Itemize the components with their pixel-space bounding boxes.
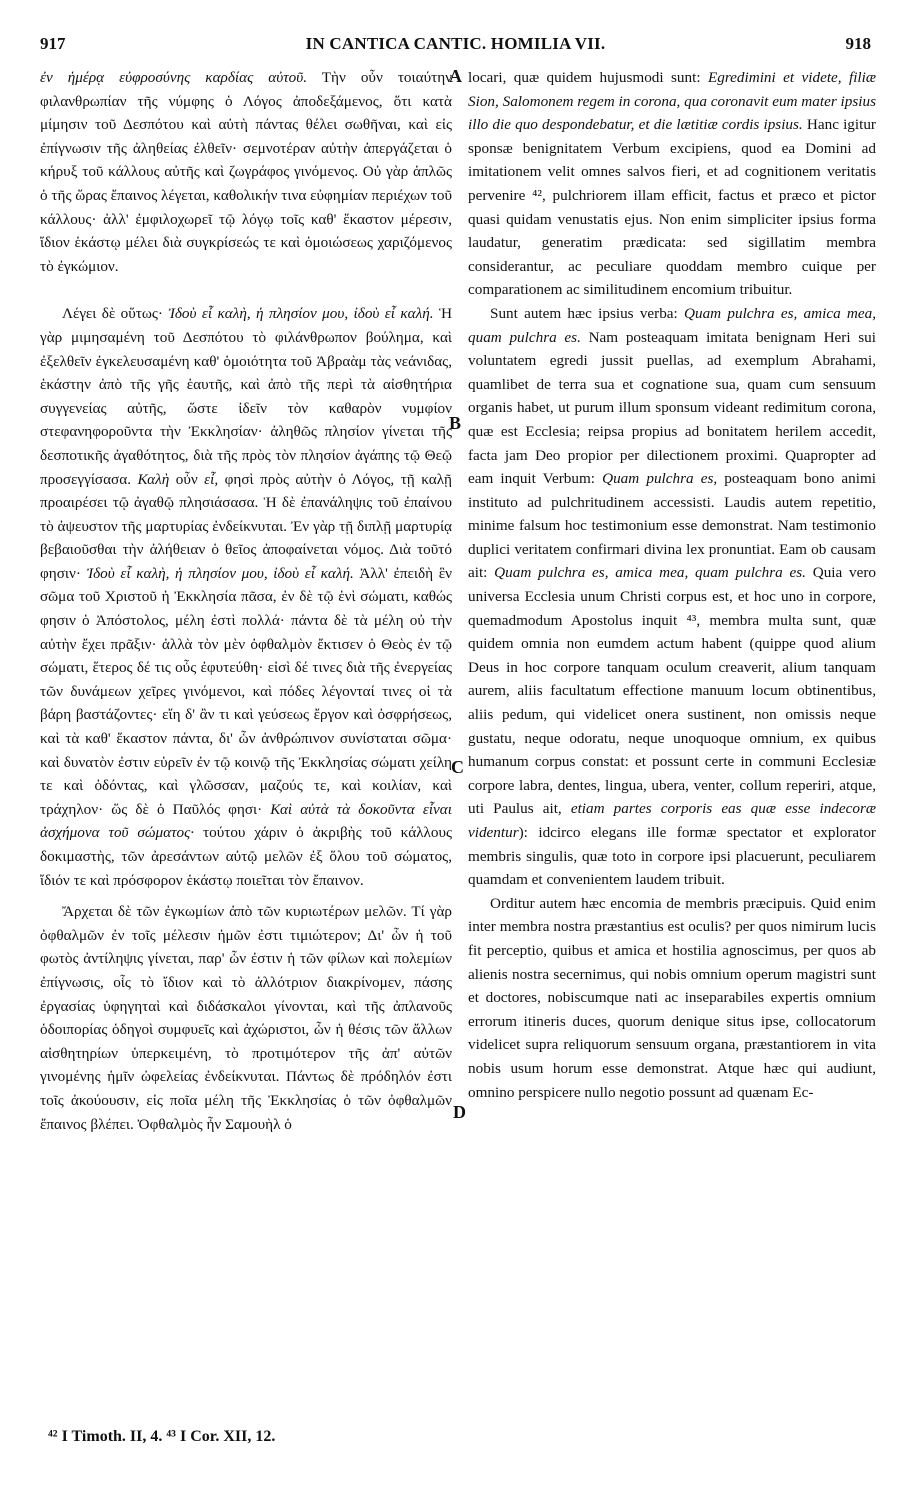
greek-p2b: Ἡ γὰρ μιμησαμένη τοῦ Δεσπότου τὸ φιλάνθρωπον βούλημα, καὶ ἐξελθεῖν ἐγκελευσαμένη καθ' ὁμοιότητα τοῦ Ἀβραὰμ τὰς νεάνιδας, ἑκάστην ἀπὸ τῆς γῆς ἑαυτῆς, καὶ ἀπὸ τῆς περὶ τὰ αἰσθητήρια συγγενείας αὐτῆς, ὥστε ἰδεῖν τὸν καθαρὸν νυμφίον στεφανηφοροῦντα τὴν Ἐκκλησίαν· ἀληθῶς πλησίον γίνεται τῆς δεσποτικῆς ἀγαθότητος, διὰ τῆς πρὸς τὸν πλησίον ἀγάπης τῷ Θεῷ προσεγγίσασα. [40, 305, 453, 488]
margin-letter-a: A [449, 66, 462, 86]
greek-p2c-italic: εἶ, [204, 470, 219, 488]
latin-p1a-italic: Egredimini et videte, filiæ Sion, Salomonem regem in corona, qua coronavit eum mater ipsius illo die quo despondebatur, et die lætitiæ cordis ipsius. [468, 69, 876, 134]
margin-letter-b: B [449, 413, 462, 433]
footnotes: ⁴² I Timoth. II, 4. ⁴³ I Cor. XII, 12. [48, 1428, 276, 1445]
latin-p2e: ): idcirco elegans ille formæ spectator et explorator membris singulis, quæ toto in corpore ipsi placuerunt, peculiarem quamdam et convenientem laudem tribuit. [468, 824, 876, 889]
greek-p2a: Λέγει δὲ οὕτως· [62, 305, 169, 323]
latin-paragraph-1 [468, 66, 876, 302]
latin-p2a: Sunt autem hæc ipsius verba: [490, 304, 685, 322]
greek-p2e-italic: Καὶ αὐτὰ τὰ δοκοῦντα εἶναι ἀσχήμονα τοῦ σώματος· [40, 800, 452, 842]
greek-p1-italic: ἐν ἡμέρᾳ εὐφροσύνης καρδίας αὐτοῦ. [40, 69, 308, 86]
greek-p2b-italic: Καλὴ [137, 470, 170, 488]
latin-paragraph-2 [468, 302, 876, 892]
page-number-right: 918 [845, 34, 871, 53]
greek-paragraph-3: Ἄρχεται δὲ τῶν ἐγκωμίων ἀπὸ τῶν κυριωτέρων μελῶν. Τί γὰρ ὀφθαλμῶν ἐν τοῖς μέλεσιν ἡμῶν ἐστι τιμιώτερον; Δι' ὧν ἡ τοῦ φωτὸς ἀντίληψις γίνεται, παρ' ὧν ἐστιν ἡ τῶν φίλων καὶ πολεμίων ἐπίγνωσις, οἷς τὸ ἴδιον καὶ τὸ ἀλλότριον διακρίνομεν, πάσης ἐργασίας ὑφηγηταὶ καὶ διδάσκαλοι γίνονται, καὶ τῆς ἀπλανοῦς ὁδοιπορίας ὁδηγοὶ συμφυεῖς καὶ ἀχώριστοι, ὧν ἡ θέσις τῶν ἄλλων αἰσθητηρίων ὑπερκειμένη, τὸ προτιμότερον τῆς ἀπ' αὐτῶν γινομένης ἡμῖν ὠφελείας ἐνδείκνυται. Πάντως δὲ πρόδηλόν ἐστι τοῖς ἀκούουσιν, εἰς ποῖα μέλη τῆς Ἐκκλησίας ὁ τῶν ὀφθαλμῶν ἔπαινος βλέπει. Ὀφθαλμὸς ἦν Σαμουὴλ ὁ [40, 903, 452, 1133]
greek-p2c: οὖν [169, 470, 205, 488]
greek-p2e: Ἀλλ' ἐπειδὴ ἓν σῶμα τοῦ Χριστοῦ ἡ Ἐκκλησία πᾶσα, ἐν δὲ τῷ ἑνὶ σώματι, καθώς φησιν ὁ Ἀπόστολος, μέλη ἐστὶ πολλά· πάντα δὲ τὰ μέλη οὐ τὴν αὐτὴν ἔχει πρᾶξιν· ἀλλὰ τὸν μὲν ὀφθαλμὸν ἔκτισεν ὁ Θεὸς ἐν τῷ σώματι, ἕτερος δέ τις οὖς ἐφυτεύθη· εἰσὶ δέ τινες διὰ τῆς ἐνεργείας τῶν δυνάμεων χεῖρες γινόμενοι, καὶ πόδες λέγονταί τινες οἱ τὰ βάρη βαστάζοντες· εἴη δ' ἂν τι καὶ γεύσεως ἔργον καὶ ὀσφρήσεως, καὶ τὰ καθ' ἕκαστον πάντα, δι' ὧν ἀνθρώπινον συνίσταται σῶμα· καὶ δυνατὸν ἐστιν εὑρεῖν ἐν τῷ κοινῷ τῆς Ἐκκλησίας σώματι χείλη τε καὶ ὀδόντας, καὶ γλῶσσαν, μαζούς τε, καὶ κοιλίαν, καὶ τράχηλον· ὥς δὲ ὁ Παῦλός φησι· [40, 564, 453, 818]
greek-p2d: φησὶ πρὸς αὐτὴν ὁ Λόγος, τῇ καλῇ προαιρέσει τῷ ἀγαθῷ πλησιάσασα. Ἡ δὲ ἐπανάληψις τοῦ ἐπαίνου τὸ ἀψευστον τῆς μαρτυρίας ἐνδείκνυται. Ἐν γὰρ τῇ διπλῇ μαρτυρίᾳ βεβαιοῦσθαι τὴν ἀλήθειαν ὁ θεῖος ἀποφαίνεται νόμος. Διὰ τοῦτό φησιν· [40, 470, 452, 582]
greek-p1-text: Τὴν οὖν τοιαύτην φιλανθρωπίαν τῆς νύμφης ὁ Λόγος ἀποδεξάμενος, ὅτι κατὰ μίμησιν τοῦ Δεσπότου καὶ αὐτὴ πάντας θέλει σωθῆναι, καὶ εἰς ἐπίγνωσιν τῆς ἀληθείας ἐλθεῖν· σεμνοτέραν αὐτὴν ἀπεργάζεται ὁ κήρυξ τοῦ κάλλους αὐτῆς καὶ ζωγράφος γινόμενος. Οὐ γὰρ ἁπλῶς ὁ τῆς ὥρας ἔπαινος λέγεται, καθολικήν τινα εὐφημίαν περιέχων τοῦ κάλλους· ἀλλ' ἐμφιλοχωρεῖ τῷ λόγῳ τοῖς καθ' ἕκαστον μέρεσιν, ἴδιον ἑκάστῳ μέλει διὰ συγκρίσεώς τε καὶ ὁμοιώσεως χαριζόμενος τὸ ἐγκώμιον. [40, 69, 453, 275]
latin-p2d-italic: etiam partes corporis eas quæ esse indecoræ videntur [468, 800, 877, 841]
latin-p1a: locari, quæ quidem hujusmodi sunt: [468, 69, 708, 86]
latin-p2d: Quia vero universa Ecclesia unum Christi corpus est, et hoc uno in corpore, quemadmodum Apostolus inquit ⁴³, membra multa sunt, quæ quidem omnia non eumdem actum habent (quippe quod alium Deus in hoc corpore tanquam oculum creaverit, alium tanquam aurem, aliis facultatum effectione manuum locum obtinentibus, aliis pedum, qui videlicet onera sustinent, non omissis neque gustatu, neque odoratu, neque unoquoque omnium, ex quibus humanum corpus constat: et possunt certe in communi Ecclesiæ corpore labra, dentes, lingua, ubera, venter, collum reperiri, atque, uti Paulus ait, [468, 564, 876, 818]
latin-p2a-italic: Quam pulchra es, amica mea, quam pulchra es. [468, 304, 876, 346]
greek-paragraph-2 [40, 302, 452, 892]
latin-p2c: posteaquam bono animi instituto ad pulchritudinem accessisti. Laudis autem repetitio, minime falsum hoc testimonium esse demonstrat. Nam testimonio duplici veritatem confirmari divina lex pronuntiat. Eam ob causam ait: [468, 470, 876, 582]
running-title: IN CANTICA CANTIC. HOMILIA VII. [305, 34, 606, 53]
greek-column [40, 66, 452, 1136]
greek-p2a-italic: Ἰδοὺ εἶ καλὴ, ἡ πλησίον μου, ἰδοὺ εἶ καλή. [168, 305, 434, 323]
greek-p2d-italic: Ἰδοὺ εἶ καλὴ, ἡ πλησίον μου, ἰδοὺ εἶ καλή. [86, 564, 354, 582]
margin-letter-c: C [451, 757, 464, 777]
latin-p2b: Nam posteaquam imitata benignam Heri sui voluntatem egredi jussit puellas, ad exemplum Abrahami, quamlibet de terra sua et cognatione sua, quam cum sensuum organis habet, ut purum illum sponsum videant redimitum corona, quæ est Ecclesia; reipsa propius ad bonitatem herilem accedit, facta jam Deo propior per dilectionem proximi. Quapropter ad eam inquit Verbum: [468, 328, 876, 488]
latin-p1b: Hanc igitur sponsæ benignitatem Verbum excipiens, quod ea Domini ad imitationem velit omnes salvos fieri, et ad cognitionem veritatis pervenire ⁴², pulchriorem illam efficit, factus et præco et pictor quasi quidam venustatis ejus. Non enim simpliciter ipsius forma laudatur, generatim prædicata: sed sigillatim membra considerantur, ac peculiare quoddam membro cuique per comparationem ac similitudinem encomium tribuitur. [468, 116, 876, 299]
margin-letter-d: D [453, 1102, 466, 1122]
latin-p2b-italic: Quam pulchra es, [602, 470, 718, 488]
latin-paragraph-3: Orditur autem hæc encomia de membris præcipuis. Quid enim inter membra nostra præstantius est oculis? per quos nimirum lucis fit perceptio, quibus et amica et hostilia agnoscimus, per quos ab alienis nostra secernimus, qui nobis omnium operum magistri sunt et doctores, nobiscumque nati ac inseparabiles expertis omnium errorum itineris duces, quorum denique situs ipse, collocatorum videlicet supra reliquorum sensuum organa, præstantiorem in vita nobis usum horum esse demonstrat. Atque hæc qui audiunt, omnino perspicere nullo negotio possunt ad quænam Ec- [468, 894, 876, 1101]
latin-column [468, 66, 876, 1104]
page-number-left: 917 [40, 34, 66, 53]
greek-p2f: τούτου χάριν ὁ ἀκριβὴς τοῦ κάλλους δοκιμαστὴς, τῶν ἀρεσάντων αὐτῷ μελῶν ἐξ ὅλου τοῦ σώματος, ἴδιόν τε καὶ πρόσφορον ἑκάστῳ ποιεῖται τὸν ἔπαινον. [40, 824, 453, 889]
latin-p2c-italic: Quam pulchra es, amica mea, quam pulchra es. [494, 564, 806, 582]
running-header [40, 34, 871, 58]
greek-paragraph-1 [40, 66, 452, 278]
